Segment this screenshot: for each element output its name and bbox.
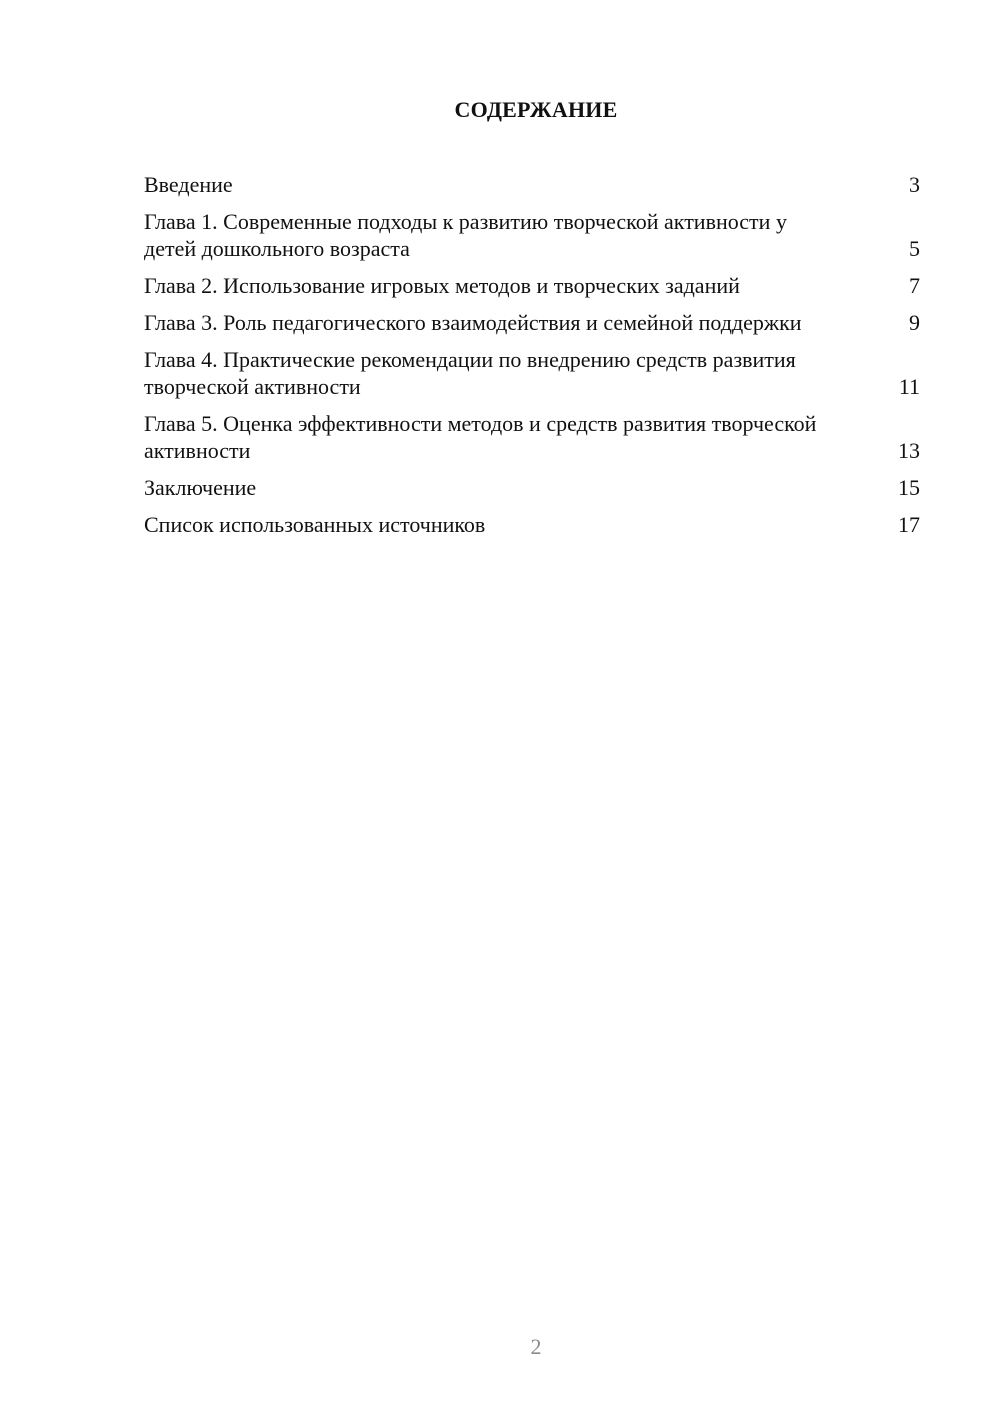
toc-entry-page-number: 17 xyxy=(898,512,920,537)
toc-entry-chapter-1 xyxy=(144,208,920,262)
toc-entry-title: Глава 3. Роль педагогического взаимодействия и семейной поддержки xyxy=(144,310,802,335)
toc-entry-conclusion xyxy=(144,474,920,501)
toc-entry-page-number: 9 xyxy=(909,310,920,335)
toc-entry-chapter-4 xyxy=(144,346,920,400)
toc-entry-chapter-2 xyxy=(144,272,920,299)
toc-entry-chapter-3 xyxy=(144,309,920,336)
toc-entry-title: Введение xyxy=(144,172,233,197)
toc-entry-introduction xyxy=(144,171,920,198)
toc-entry-page-number: 5 xyxy=(909,236,920,261)
table-of-contents xyxy=(144,171,920,548)
toc-entry-title: Глава 2. Использование игровых методов и творческих заданий xyxy=(144,273,740,298)
toc-entry-title: Глава 4. Практические рекомендации по внедрению средств развития творческой активности xyxy=(144,347,796,399)
toc-entry-title: Глава 5. Оценка эффективности методов и средств развития творческой активности xyxy=(144,411,817,463)
toc-entry-page-number: 3 xyxy=(909,172,920,197)
toc-entry-page-number: 11 xyxy=(898,374,920,399)
toc-entry-references xyxy=(144,511,920,538)
toc-entry-title: Глава 1. Современные подходы к развитию творческой активности у детей дошкольного возраста xyxy=(144,209,787,261)
page-number: 2 xyxy=(530,1334,542,1359)
toc-entry-page-number: 13 xyxy=(898,438,920,463)
toc-heading: СОДЕРЖАНИЕ xyxy=(454,97,618,122)
toc-entry-title: Список использованных источников xyxy=(144,512,486,537)
toc-entry-chapter-5 xyxy=(144,410,920,464)
toc-entry-title: Заключение xyxy=(144,475,257,500)
toc-entry-page-number: 15 xyxy=(898,475,920,500)
toc-entry-page-number: 7 xyxy=(909,273,920,298)
